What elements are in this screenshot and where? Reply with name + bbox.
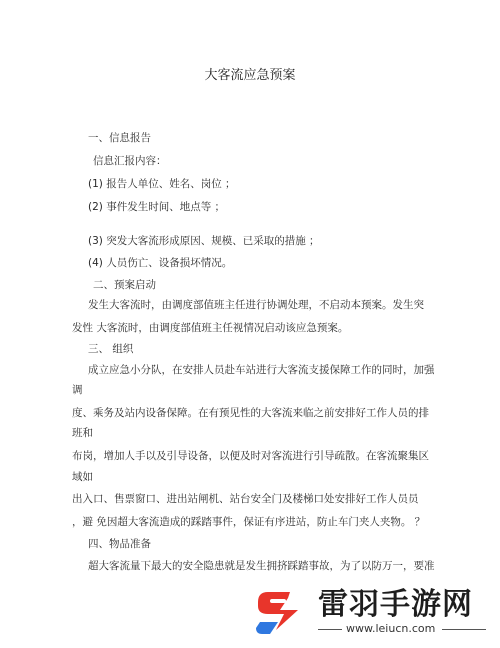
watermark-url: www.leiucn.com	[346, 622, 436, 635]
body-line: 信息汇报内容：	[93, 155, 167, 167]
section-heading-1: 一、信息报告	[88, 132, 151, 144]
watermark-logo	[236, 578, 496, 644]
body-line: ，避 免因超大客流造成的踩踏事件，保证有序进站，防止车门夹人夹物。 ？	[72, 516, 426, 528]
body-line: 域如	[72, 471, 93, 483]
divider	[442, 629, 486, 630]
body-line: 布岗，增加人手以及引导设备，以便及时对客流进行引导疏散。在客流聚集区	[72, 450, 429, 462]
body-line: 出入口、售票窗口、进出站闸机、站台安全门及楼梯口处安排好工作人员员	[72, 493, 419, 505]
section-heading-2: 二、预案启动	[93, 279, 156, 291]
section-heading-3: 三、 组织	[88, 343, 134, 355]
lightning-s-icon	[250, 584, 306, 640]
list-item: (4) 人员伤亡、设备损坏情况。	[88, 257, 233, 269]
document-title: 大客流应急预案	[204, 68, 296, 83]
list-item: (2) 事件发生时间、地点等 ；	[88, 201, 226, 213]
body-line: 成立应急小分队，在安排人员赴车站进行大客流支援保障工作的同时，加强	[88, 364, 435, 376]
body-line: 班和	[72, 427, 93, 439]
body-line: 发生大客流时，由调度部值班主任进行协调处理，不启动本预案。发生突	[88, 299, 424, 311]
body-line: 发性 大客流时，由调度部值班主任视情况启动该应急预案。	[72, 322, 349, 334]
list-item: (1) 报告人单位、姓名、岗位 ；	[88, 178, 236, 190]
section-heading-4: 四、物品准备	[88, 538, 151, 550]
watermark-name: 雷羽手游网	[318, 587, 473, 622]
list-item: (3) 突发大客流形成原因、规模、已采取的措施 ；	[88, 235, 320, 247]
body-line: 超大客流量下最大的安全隐患就是发生拥挤踩踏事故，为了以防万一，要准	[88, 560, 435, 572]
body-line: 度、乘务及站内设备保障。在有预见性的大客流来临之前安排好工作人员的排	[72, 407, 429, 419]
body-line: 调	[72, 384, 83, 396]
divider	[318, 629, 342, 630]
